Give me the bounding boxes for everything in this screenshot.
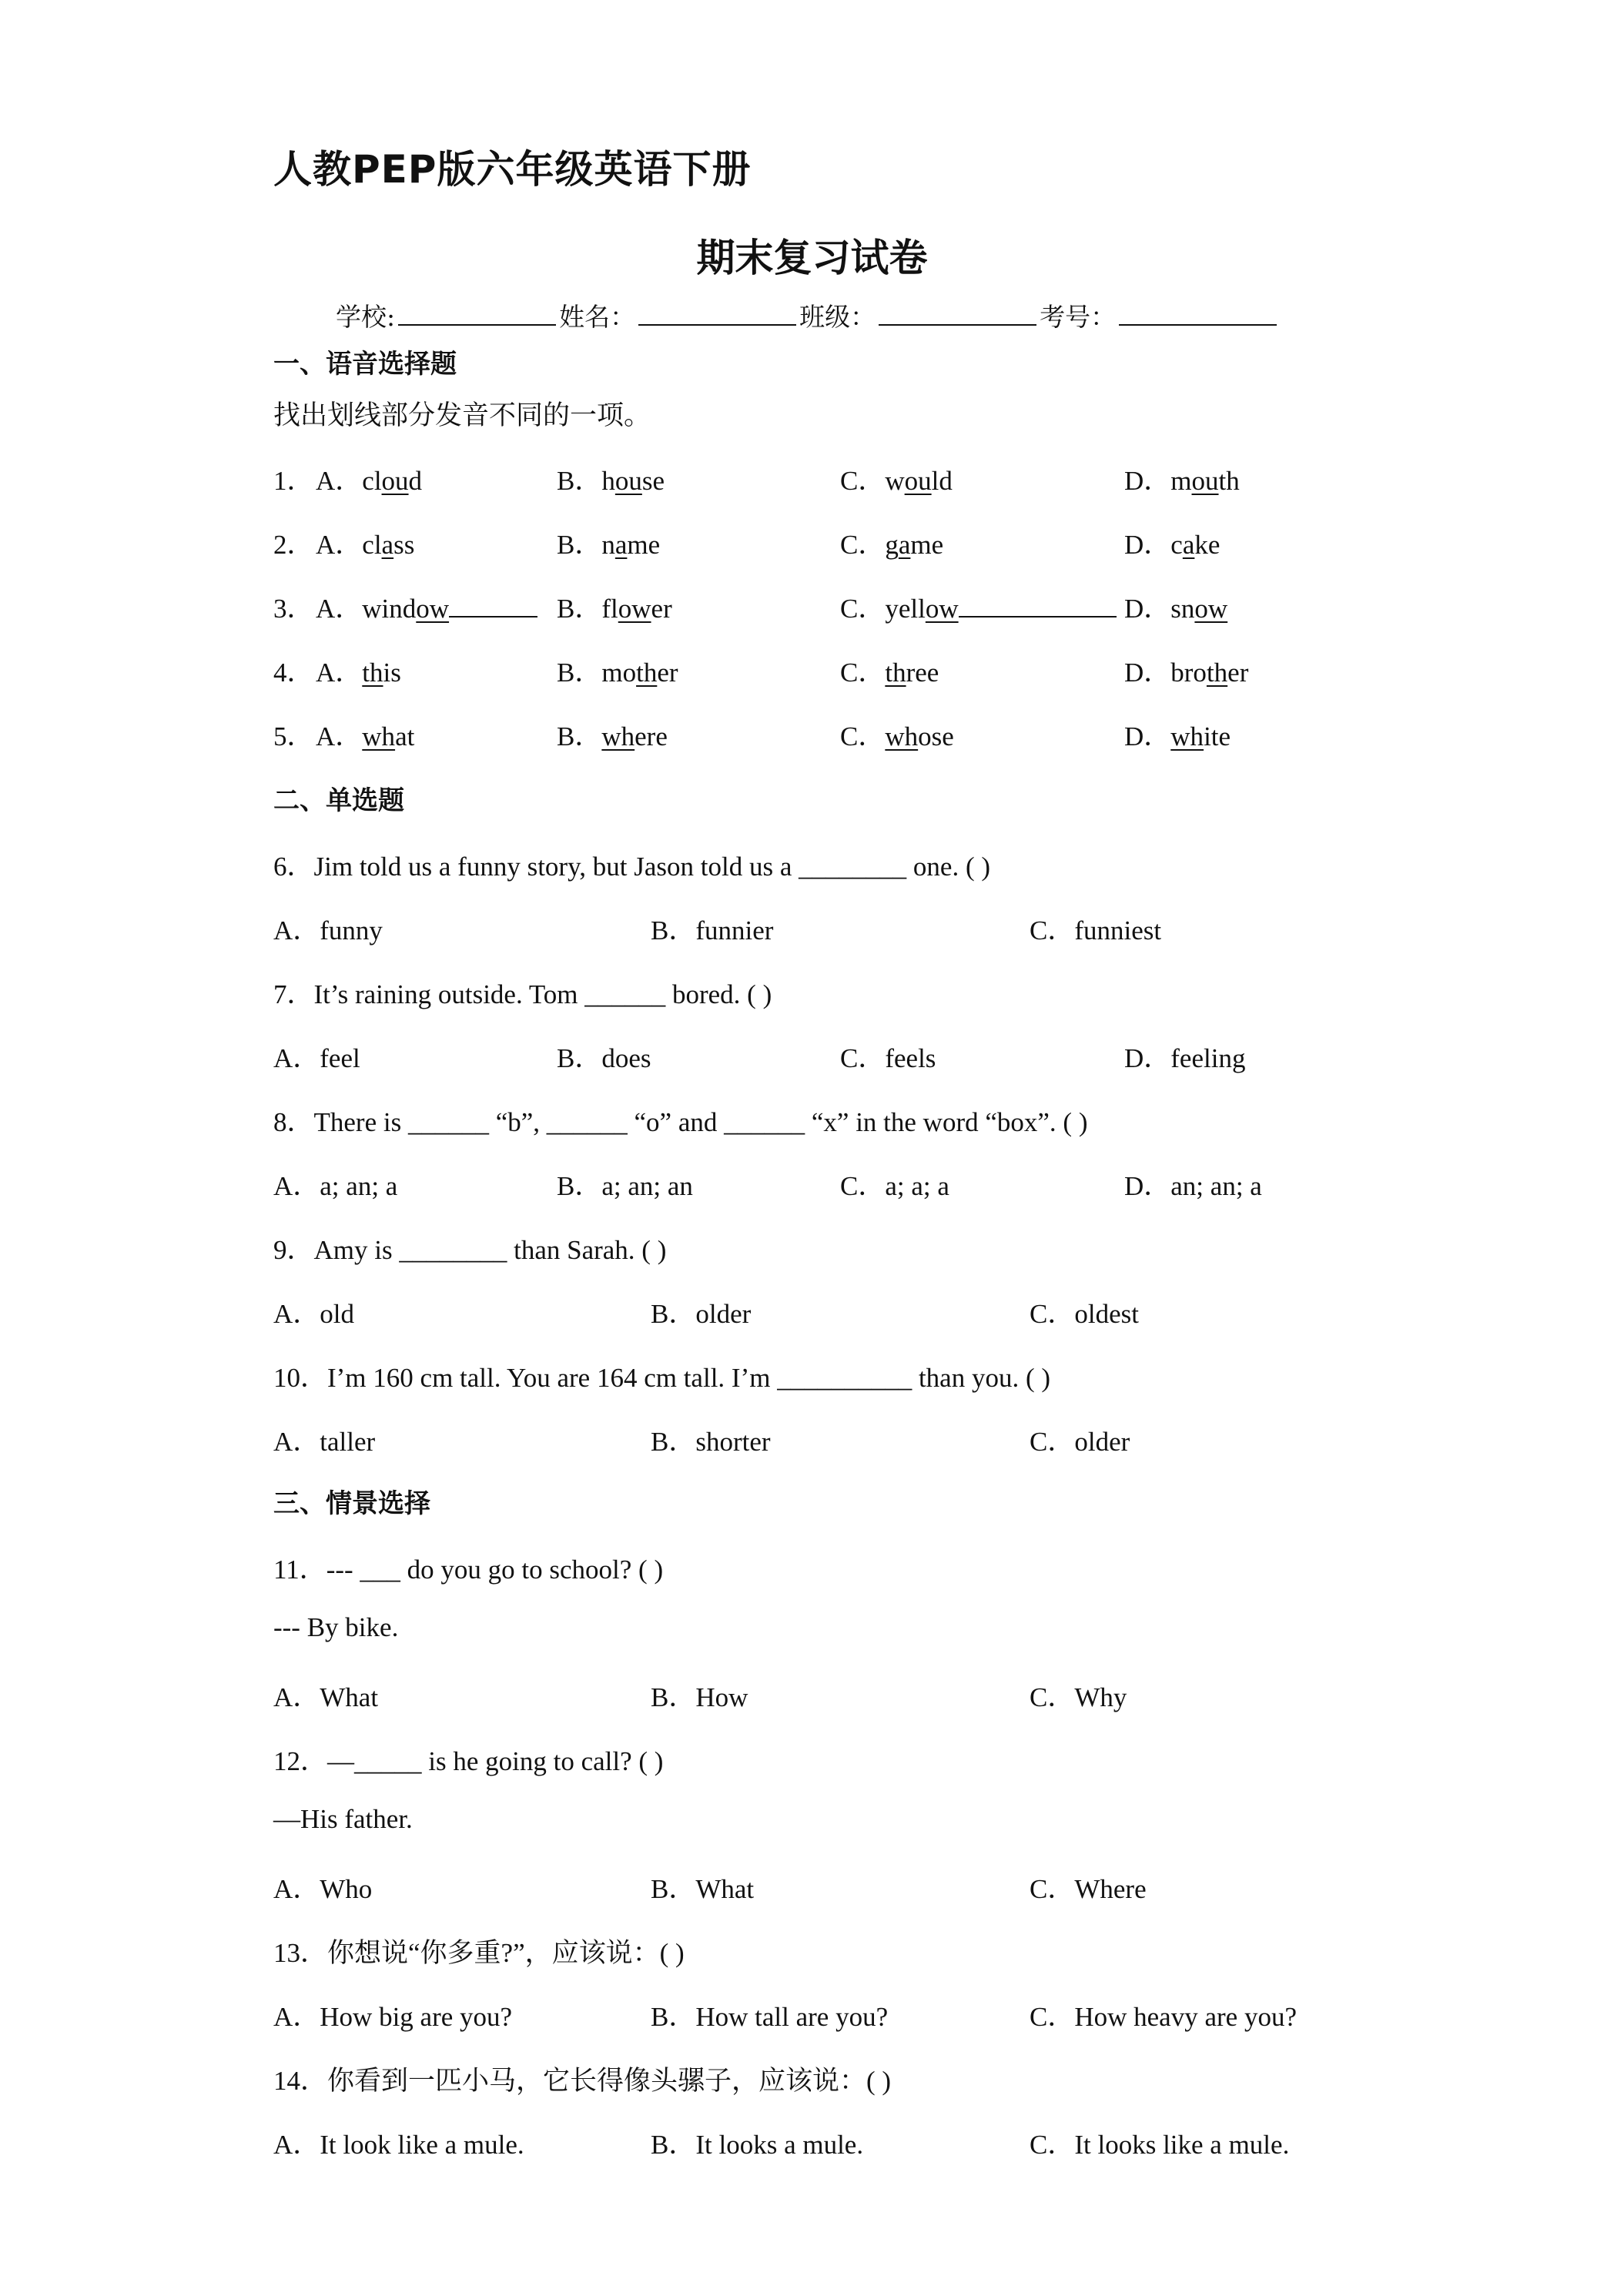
option-8b[interactable]: B．a; an; an xyxy=(557,1171,693,1201)
underlined-letters: th xyxy=(1206,658,1228,688)
option-7a[interactable]: A．feel xyxy=(273,1043,360,1073)
option-10a[interactable]: A．taller xyxy=(273,1427,376,1457)
option-6c[interactable]: C．funniest xyxy=(1030,915,1162,946)
underlined-letters: ou xyxy=(1191,466,1219,496)
option-text: wind xyxy=(362,594,417,624)
option-text: D． xyxy=(1124,658,1171,688)
phonics-option[interactable] xyxy=(316,524,414,562)
question-12-reply: —His father. xyxy=(273,1804,413,1834)
option-text: h xyxy=(601,466,615,496)
option-text: B． xyxy=(557,658,602,688)
phonics-option[interactable] xyxy=(557,460,665,498)
option-text: m xyxy=(1170,466,1192,496)
option-text: me xyxy=(627,530,661,560)
option-text: er xyxy=(651,594,672,624)
phonics-option[interactable] xyxy=(840,651,939,690)
option-text: er xyxy=(657,658,678,688)
option-text: C． xyxy=(840,530,886,560)
option-text: A． xyxy=(316,658,363,688)
underlined-letters: wh xyxy=(362,721,396,751)
underlined-letters: ow xyxy=(618,594,651,624)
section-heading-single-choice: 二、单选题 xyxy=(273,785,404,816)
option-text: D． xyxy=(1124,721,1171,751)
phonics-number: 2． xyxy=(273,530,314,560)
option-9c[interactable]: C．oldest xyxy=(1030,1299,1139,1329)
phonics-option[interactable] xyxy=(316,715,414,754)
school-label: 学校: xyxy=(336,302,396,332)
phonics-number: 5． xyxy=(273,721,314,751)
phonics-option[interactable] xyxy=(557,524,660,562)
option-text: mo xyxy=(601,658,637,688)
option-text: C． xyxy=(840,721,886,751)
question-13: 13．你想说“你多重?”，应该说：( ) xyxy=(273,1938,685,1968)
option-text: er xyxy=(1227,658,1249,688)
option-text: ld xyxy=(931,466,953,496)
underlined-letters: th xyxy=(362,658,383,688)
class-blank[interactable] xyxy=(879,301,1036,326)
option-text: w xyxy=(885,466,905,496)
option-text: C． xyxy=(840,466,886,496)
underlined-letters: ow xyxy=(416,594,450,624)
option-text: me xyxy=(910,530,944,560)
option-9b[interactable]: B．older xyxy=(651,1299,752,1329)
option-text: B． xyxy=(557,530,602,560)
option-8a[interactable]: A．a; an; a xyxy=(273,1171,398,1201)
name-blank[interactable] xyxy=(638,301,796,326)
phonics-option[interactable] xyxy=(557,651,678,690)
underlined-letters: ou xyxy=(614,466,642,496)
option-10c[interactable]: C．older xyxy=(1030,1427,1130,1457)
option-text: at xyxy=(395,721,415,751)
phonics-option[interactable] xyxy=(840,715,954,754)
page-title: 人教PEP版六年级英语下册 xyxy=(273,147,752,192)
option-12c[interactable]: C．Where xyxy=(1030,1874,1147,1904)
underlined-letters: a xyxy=(898,530,911,560)
phonics-option[interactable] xyxy=(1124,460,1240,498)
question-8: 8．There is ______ “b”, ______ “o” and ______ “x” in the word “box”. ( ) xyxy=(273,1107,1088,1137)
option-13a[interactable]: A．How big are you? xyxy=(273,2002,513,2032)
option-12a[interactable]: A．Who xyxy=(273,1874,373,1904)
underlined-letters: wh xyxy=(601,721,635,751)
underlined-letters: ou xyxy=(381,466,409,496)
question-6: 6．Jim told us a funny story, but Jason told us a ________ one. ( ) xyxy=(273,852,991,882)
option-text: ss xyxy=(393,530,415,560)
option-14b[interactable]: B．It looks a mule. xyxy=(651,2130,864,2160)
phonics-option[interactable] xyxy=(1124,524,1220,562)
option-text: n xyxy=(601,530,615,560)
option-14a[interactable]: A．It look like a mule. xyxy=(273,2130,524,2160)
option-10b[interactable]: B．shorter xyxy=(651,1427,771,1457)
option-9a[interactable]: A．old xyxy=(273,1299,355,1329)
option-text: g xyxy=(885,530,899,560)
option-8d[interactable]: D．an; an; a xyxy=(1124,1171,1262,1201)
option-11c[interactable]: C．Why xyxy=(1030,1682,1127,1712)
option-text: B． xyxy=(557,721,602,751)
phonics-option[interactable] xyxy=(840,587,1117,626)
page-subtitle: 期末复习试卷 xyxy=(696,236,928,280)
option-text: cl xyxy=(362,466,382,496)
section-heading-situational: 三、情景选择 xyxy=(273,1488,430,1519)
phonics-number: 4． xyxy=(273,658,314,688)
option-text: D． xyxy=(1124,530,1171,560)
option-text: A． xyxy=(316,530,363,560)
phonics-option[interactable] xyxy=(1124,651,1248,690)
question-10: 10．I’m 160 cm tall. You are 164 cm tall. I’m __________ than you. ( ) xyxy=(273,1363,1051,1393)
option-text: sn xyxy=(1170,594,1195,624)
option-13b[interactable]: B．How tall are you? xyxy=(651,2002,889,2032)
number-blank[interactable] xyxy=(1119,301,1277,326)
question-11-reply: --- By bike. xyxy=(273,1612,399,1642)
option-text: D． xyxy=(1124,466,1171,496)
question-9: 9．Amy is ________ than Sarah. ( ) xyxy=(273,1235,667,1265)
option-text: D． xyxy=(1124,594,1171,624)
option-7d[interactable]: D．feeling xyxy=(1124,1043,1246,1073)
option-text: ose xyxy=(918,721,954,751)
trailing-line xyxy=(449,593,537,618)
option-text: A． xyxy=(316,721,363,751)
option-7c[interactable]: C．feels xyxy=(840,1043,936,1073)
option-text: fl xyxy=(601,594,618,624)
name-label: 姓名： xyxy=(559,302,636,332)
option-text: yell xyxy=(885,594,926,624)
school-blank[interactable] xyxy=(398,301,556,326)
phonics-number: 3． xyxy=(273,594,314,624)
question-12: 12．—_____ is he going to call? ( ) xyxy=(273,1746,664,1776)
underlined-letters: th xyxy=(885,658,906,688)
phonics-option[interactable] xyxy=(840,460,953,498)
phonics-option[interactable] xyxy=(557,715,668,754)
underlined-letters: a xyxy=(614,530,628,560)
option-text: A． xyxy=(316,594,363,624)
phonics-option[interactable] xyxy=(316,651,401,690)
option-11a[interactable]: A．What xyxy=(273,1682,379,1712)
underlined-letters: th xyxy=(636,658,658,688)
underlined-letters: ow xyxy=(925,594,959,624)
option-text: ere xyxy=(635,721,668,751)
question-11: 11．--- ___ do you go to school? ( ) xyxy=(273,1555,664,1585)
underlined-letters: wh xyxy=(885,721,919,751)
phonics-number: 1． xyxy=(273,466,314,496)
trailing-line xyxy=(959,593,1117,618)
option-text: d xyxy=(408,466,423,496)
phonics-option[interactable] xyxy=(316,460,422,498)
question-14: 14．你看到一匹小马，它长得像头骡子，应该说：( ) xyxy=(273,2066,892,2096)
phonics-option[interactable] xyxy=(1124,715,1231,754)
option-text: th xyxy=(1218,466,1240,496)
underlined-letters: ou xyxy=(904,466,932,496)
option-12b[interactable]: B．What xyxy=(651,1874,755,1904)
class-label: 班级： xyxy=(799,302,876,332)
option-text: B． xyxy=(557,594,602,624)
option-text: C． xyxy=(840,658,886,688)
option-text: se xyxy=(641,466,665,496)
underlined-letters: a xyxy=(1182,530,1195,560)
underlined-letters: wh xyxy=(1170,721,1204,751)
phonics-option[interactable] xyxy=(840,524,943,562)
number-label: 考号： xyxy=(1040,302,1117,332)
option-text: ree xyxy=(906,658,939,688)
option-6a[interactable]: A．funny xyxy=(273,915,383,946)
section-heading-phonics: 一、语音选择题 xyxy=(273,349,457,380)
section-instruction: 找出划线部分发音不同的一项。 xyxy=(273,400,651,431)
student-info-line xyxy=(336,297,1280,333)
phonics-option[interactable] xyxy=(1124,587,1227,626)
option-8c[interactable]: C．a; a; a xyxy=(840,1171,949,1201)
phonics-option[interactable] xyxy=(557,587,672,626)
option-6b[interactable]: B．funnier xyxy=(651,915,774,946)
underlined-letters: a xyxy=(381,530,394,560)
option-text: ke xyxy=(1194,530,1221,560)
question-7: 7．It’s raining outside. Tom ______ bored. ( ) xyxy=(273,979,772,1009)
option-text: B． xyxy=(557,466,602,496)
option-text: cl xyxy=(362,530,382,560)
option-text: A． xyxy=(316,466,363,496)
option-13c[interactable]: C．How heavy are you? xyxy=(1030,2002,1297,2032)
option-7b[interactable]: B．does xyxy=(557,1043,651,1073)
phonics-option[interactable] xyxy=(316,587,537,626)
option-text: bro xyxy=(1170,658,1207,688)
option-14c[interactable]: C．It looks like a mule. xyxy=(1030,2130,1290,2160)
underlined-letters: ow xyxy=(1194,594,1228,624)
option-text: is xyxy=(383,658,401,688)
option-text: C． xyxy=(840,594,886,624)
option-text: c xyxy=(1170,530,1183,560)
option-11b[interactable]: B．How xyxy=(651,1682,748,1712)
option-text: ite xyxy=(1204,721,1231,751)
